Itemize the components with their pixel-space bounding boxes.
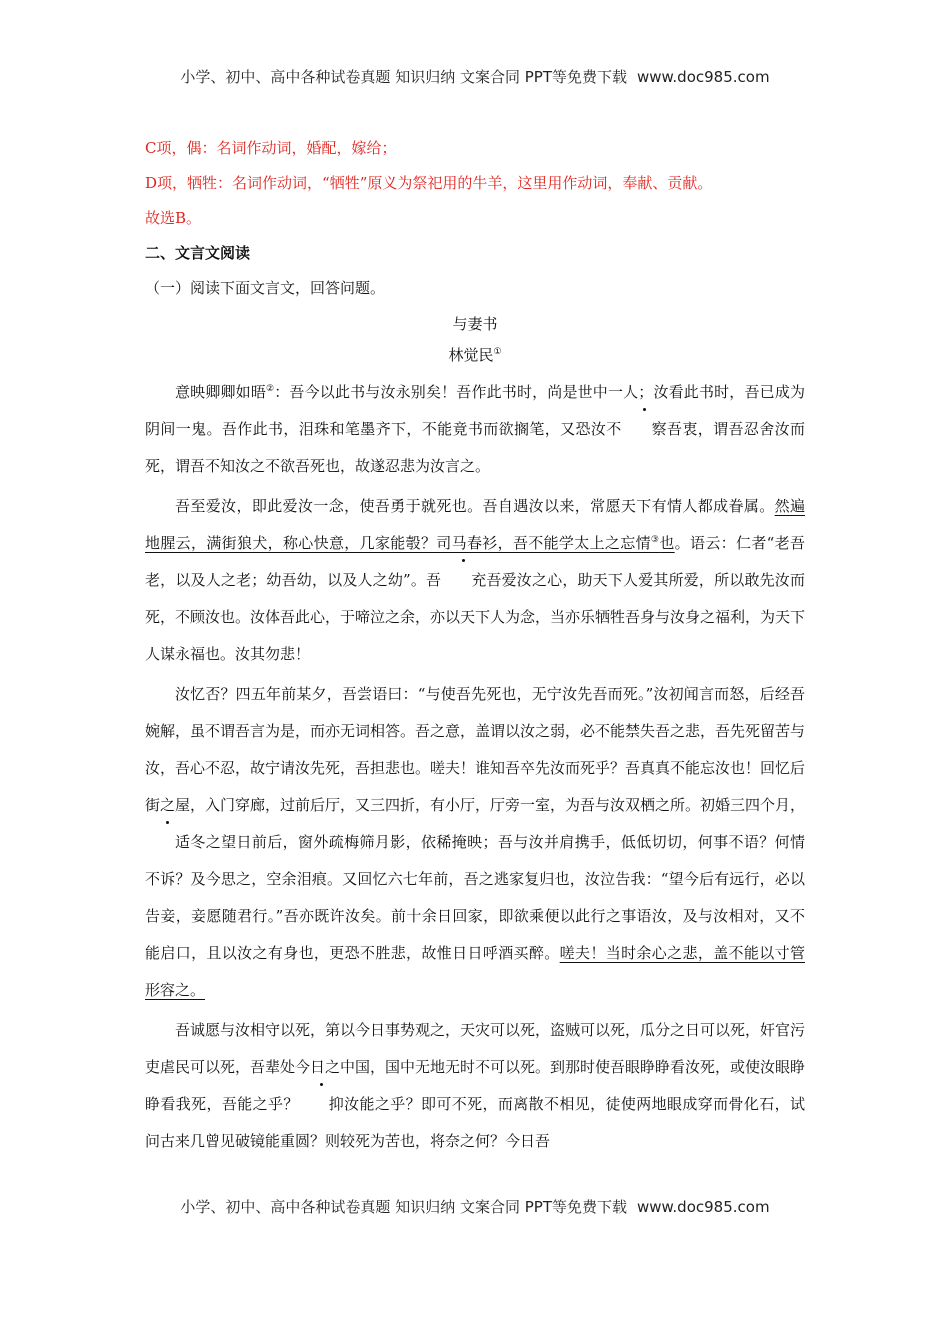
question-intro: （一）阅读下面文言文，回答问题。 [145,279,386,297]
underlined-sentence-1-text: 然遍地腥云，满街狼犬，称心快意，几家能彀？司马春衫，吾不能学太上之忘情 [145,497,805,552]
paragraph-2-text-c: 吾爱汝之心，助天下人爱其所爱，所以敢先汝而死，不顾汝也。汝体吾此心，于啼泣之余，亦以天下人为念，当亦乐牺牲吾身与汝身之福利，为天下人谋永福也。汝其勿悲！ [145,571,806,663]
paragraph-3-text-b: 冬之望日前后，窗外疏梅筛月影，依稀掩映；吾与汝并肩携手，低低切切，何事不语？何情不诉？及今思之，空余泪痕。又回忆六七年前，吾之逃家复归也，汝泣告我：“望今后有远行，必以告妾，妾愿随君行。”吾亦既许汝矣。前十余日回家，即欲乘便以此行之事语汝，及与汝相对，又不能启口，且以汝之有身也，更恐不胜悲，故惟日日呼酒买醉。 [145,833,805,962]
dotted-char-cha: 察 [622,411,667,448]
dotted-char-yi: 抑 [299,1086,344,1123]
footnote-marker-1: ① [493,347,502,357]
header-text: 小学、初中、高中各种试卷真题 知识归纳 文案合同 PPT等免费下载 [180,68,627,86]
article-author [145,344,805,366]
paragraph-3-text-a: 汝忆否？四五年前某夕，吾尝语曰：“与使吾先死也，无宁汝先吾而死。”汝初闻言而怒，后经吾婉解，虽不谓吾言为是，而亦无词相答。吾之意，盖谓以汝之弱，必不能禁失吾之悲，吾先死留苦与汝，吾心不忍，故宁请汝先死，吾担悲也。嗟夫！谁知吾卒先汝而死乎？吾真真不能忘汝也！回忆后街之屋，入门穿廊，过前后厅，又三四折，有小厅，厅旁一室，为吾与汝双栖之所。初婚三四个月， [145,685,806,814]
section-heading: 二、文言文阅读 [145,244,251,262]
paragraph-1-text-c: 吾衷，谓吾忍舍汝而死，谓吾不知汝之不欲吾死也，故遂忍悲为汝言之。 [145,420,805,475]
underlined-sentence-2: 嗟夫！当时余心之悲，盖不能以寸管形容之。 [145,944,805,999]
paragraph-1 [145,374,805,485]
footer-url[interactable]: www.doc985.com [636,1198,770,1216]
footnote-marker-2: ② [266,384,275,394]
paragraph-2-text-b: 。语云：仁者“老吾老，以及人之老；幼吾幼，以及人之幼”。吾 [145,534,805,589]
footer-text: 小学、初中、高中各种试卷真题 知识归纳 文案合同 PPT等免费下载 [180,1198,627,1216]
paragraph-1-text-b: ：吾今以此书与汝永别矣！吾作此书时，尚是世中一人；汝看此书时，吾已成为阴间一鬼。吾作此书，泪珠和笔墨齐下，不能竟书而欲搁笔，又恐汝不 [145,383,805,438]
paragraph-3 [145,676,805,1009]
underlined-sentence-1-end: 也 [659,534,675,552]
paragraph-1-text-a: 意映卿卿如晤 [175,383,267,401]
header-url[interactable]: www.doc985.com [636,68,770,86]
answer-c-item: C项，偶：名词作动词，婚配，嫁给； [145,139,397,157]
footnote-marker-3: ③ [650,535,660,545]
document-body [145,137,805,1160]
dotted-char-chong: 充 [441,562,486,599]
page-footer [0,1196,950,1217]
paragraph-4-text-a: 吾诚愿与汝相守以死，第以今日事势观之，天灾可以死，盗贼可以死，瓜分之日可以死，奸官污吏虐民可以死，吾辈处今日之中国，国中无地无时不可以死。到那时使吾眼睁睁看汝死，或使汝眼睁睁看我死，吾能之乎？ [145,1021,806,1113]
page-header [0,66,950,87]
paragraph-2 [145,488,805,673]
author-name: 林觉民 [448,346,494,364]
dotted-char-shi: 适 [145,824,190,861]
paragraph-2-text-a: 吾至爱汝，即此爱汝一念，使吾勇于就死也。吾自遇汝以来，常愿天下有情人都成眷属。 [175,497,775,515]
answer-d-item: D项，牺牲：名词作动词，“牺牲”原义为祭祀用的牛羊，这里用作动词，奉献、贡献。 [145,174,713,192]
article-title: 与妻书 [452,315,498,333]
paragraph-4 [145,1012,805,1160]
paragraph-4-text-b: 汝能之乎？即可不死，而离散不相见，徒使两地眼成穿而骨化石，试问古来几曾见破镜能重圆？则较死为苦也，将奈之何？今日吾 [145,1095,805,1150]
answer-conclusion: 故选B。 [145,209,202,227]
